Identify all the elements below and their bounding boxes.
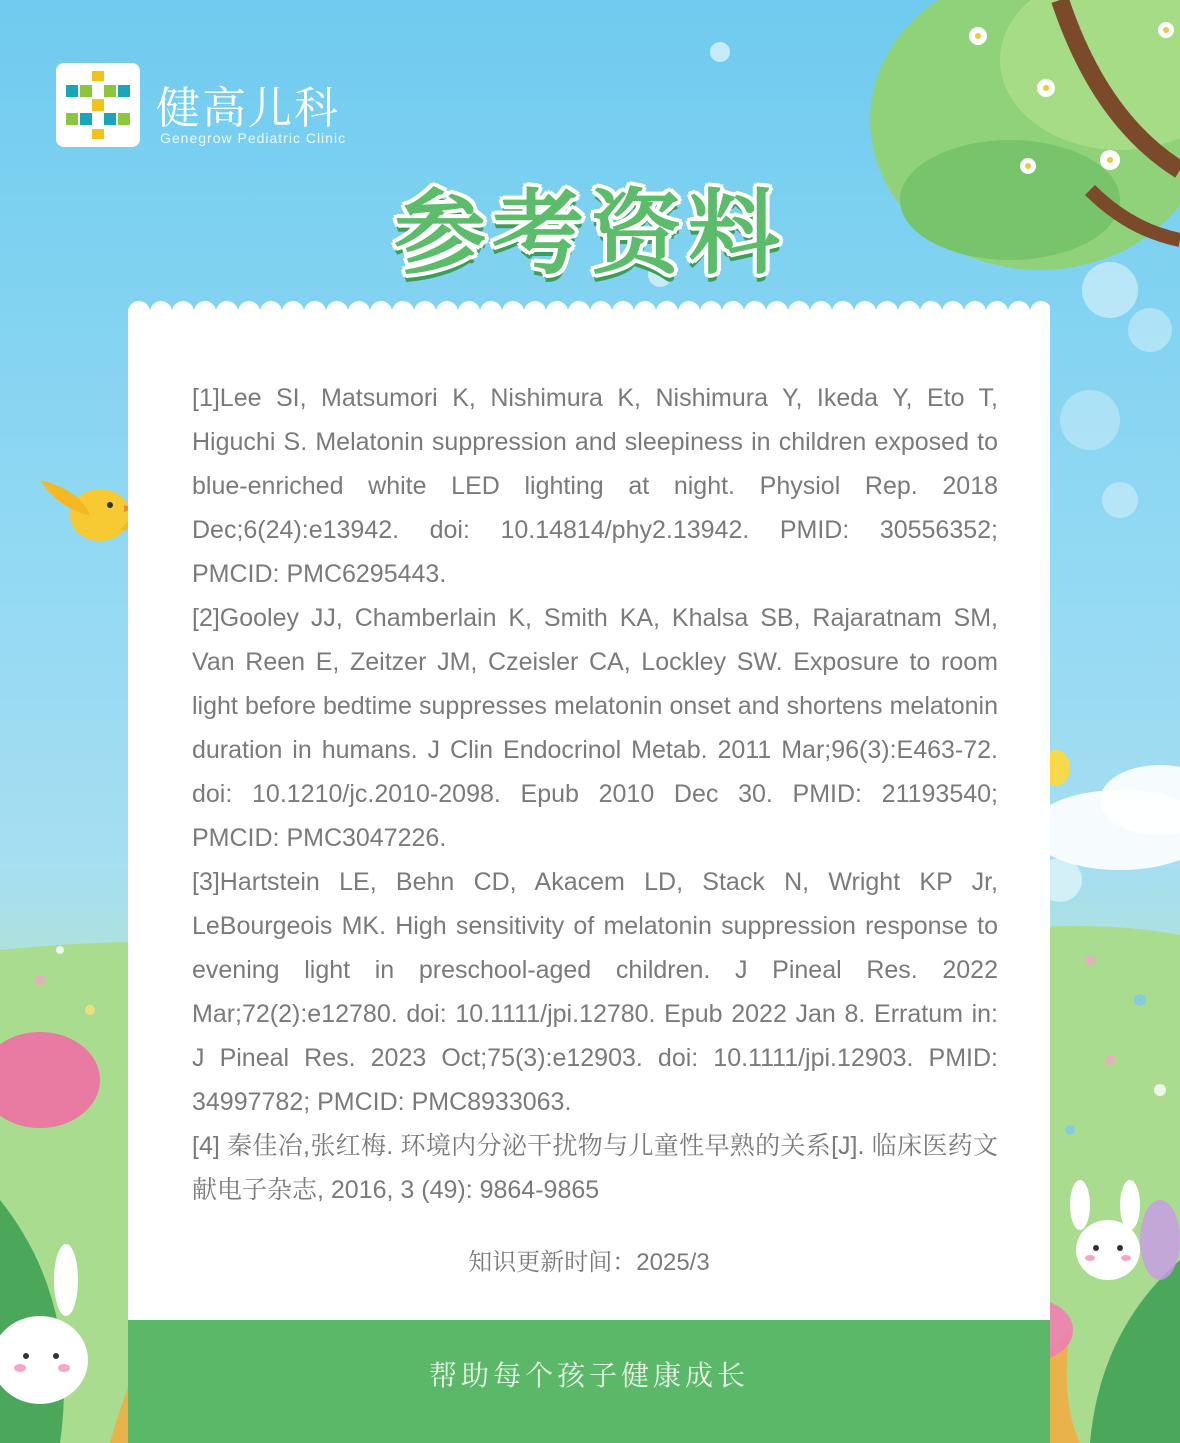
logo-subtitle: Genegrow Pediatric Clinic bbox=[160, 130, 347, 146]
slogan: 帮助每个孩子健康成长 bbox=[428, 1359, 749, 1392]
logo-name: 健高儿科 bbox=[156, 83, 340, 134]
reference-item: [2]Gooley JJ, Chamberlain K, Smith KA, Khalsa SB, Rajaratnam SM, Van Reen E, Zeitzer JM, Czeisler CA, Lockley SW. Exposure to room light before bedtime suppresses melatonin onset and shortens melatonin duration in humans. J Clin Endocrinol Metab. 2011 Mar;96(3):E463-72. doi: 10.1210/jc.2010-2098. Epub 2010 Dec 30. PMID: 21193540; PMCID: PMC3047226. bbox=[192, 604, 998, 852]
page-title: 参考资料 bbox=[393, 180, 786, 287]
update-time: 知识更新时间：2025/3 bbox=[468, 1249, 710, 1276]
reference-item: [3]Hartstein LE, Behn CD, Akacem LD, Stack N, Wright KP Jr, LeBourgeois MK. High sensitivity of melatonin suppression response to evening light in preschool-aged children. J Pineal Res. 2022 Mar;72(2):e12780. doi: 10.1111/jpi.12780. Epub 2022 Jan 8. Erratum in: J Pineal Res. 2023 Oct;75(3):e12903. doi: 10.1111/jpi.12903. PMID: 34997782; PMCID: PMC8933063. bbox=[192, 868, 998, 1116]
reference-item: [4] 秦佳冶,张红梅. 环境内分泌干扰物与儿童性早熟的关系[J]. 临床医药文献电子杂志, 2016, 3 (49): 9864-9865 bbox=[192, 1132, 998, 1204]
reference-item: [1]Lee SI, Matsumori K, Nishimura K, Nishimura Y, Ikeda Y, Eto T, Higuchi S. Melatonin suppression and sleepiness in children exposed to blue-enriched white LED lighting at night. Physiol Rep. 2018 Dec;6(24):e13942. doi: 10.14814/phy2.13942. PMID: 30556352; PMCID: PMC6295443. bbox=[192, 384, 998, 588]
reference-list bbox=[192, 376, 998, 1212]
logo-icon bbox=[56, 63, 140, 147]
